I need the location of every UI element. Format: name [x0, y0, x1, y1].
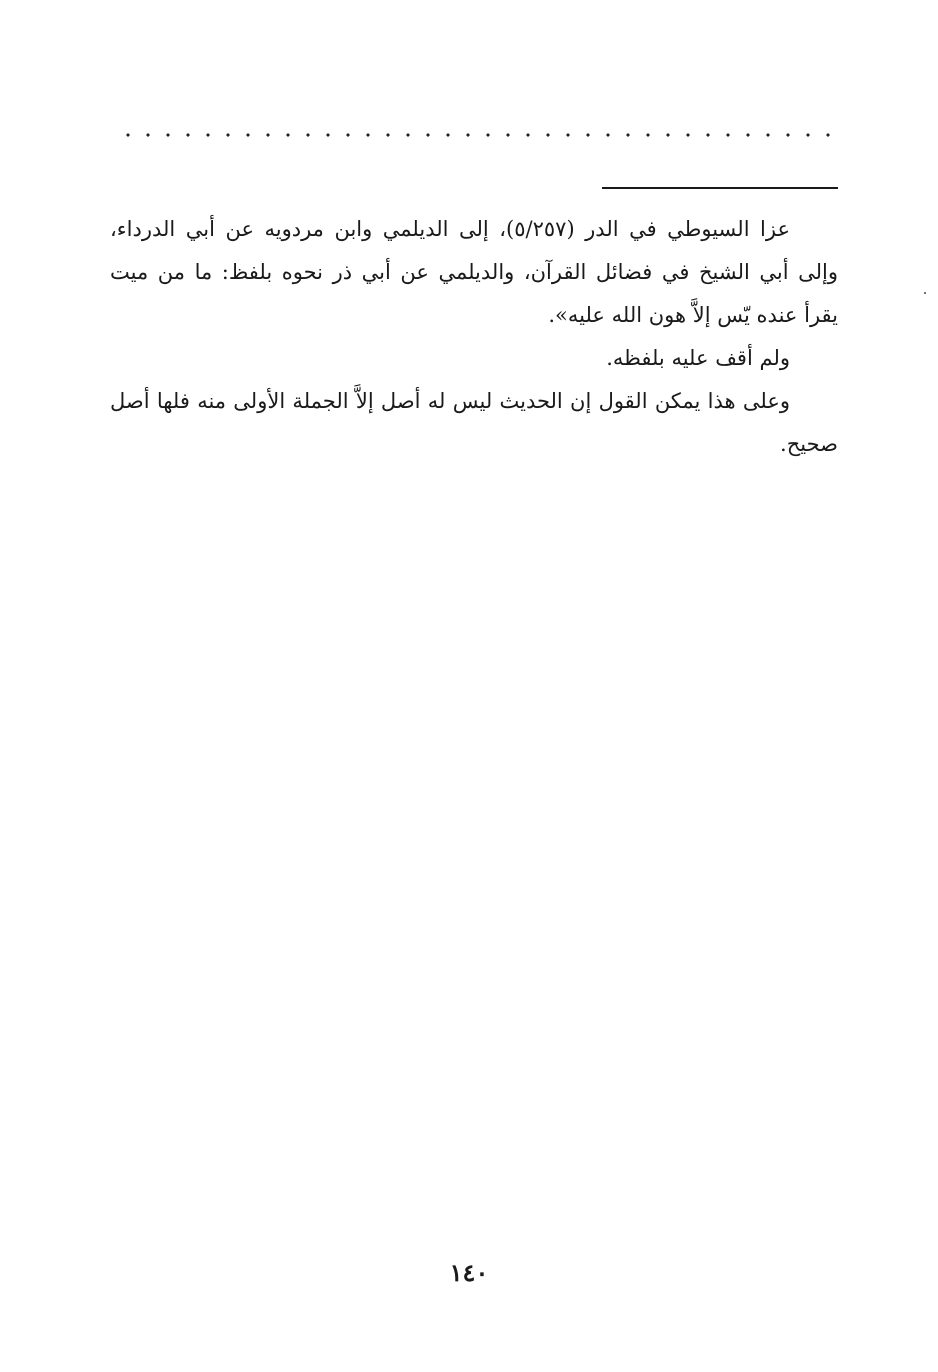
footnote-paragraph-2: ولم أقف عليه بلفظه.	[606, 346, 790, 370]
footnote-text	[110, 208, 838, 466]
dotted-separator	[118, 128, 838, 142]
page-number: ١٤٠	[449, 1258, 489, 1287]
footnote-paragraph-3: وعلى هذا يمكن القول إن الحديث ليس له أصل إلاَّ الجملة الأولى منه فلها أصل صحيح.	[110, 389, 838, 456]
footnote-rule	[602, 187, 838, 189]
footnote-paragraph-1: عزا السيوطي في الدر (٥/٢٥٧)، إلى الديلمي وابن مردويه عن أبي الدرداء، وإلى أبي الشيخ في فضائل القرآن، والديلمي عن أبي ذر نحوه بلفظ: ما من ميت يقرأ عنده يّس إلاَّ هون الله عليه».	[110, 217, 838, 327]
scan-speck	[924, 292, 926, 294]
